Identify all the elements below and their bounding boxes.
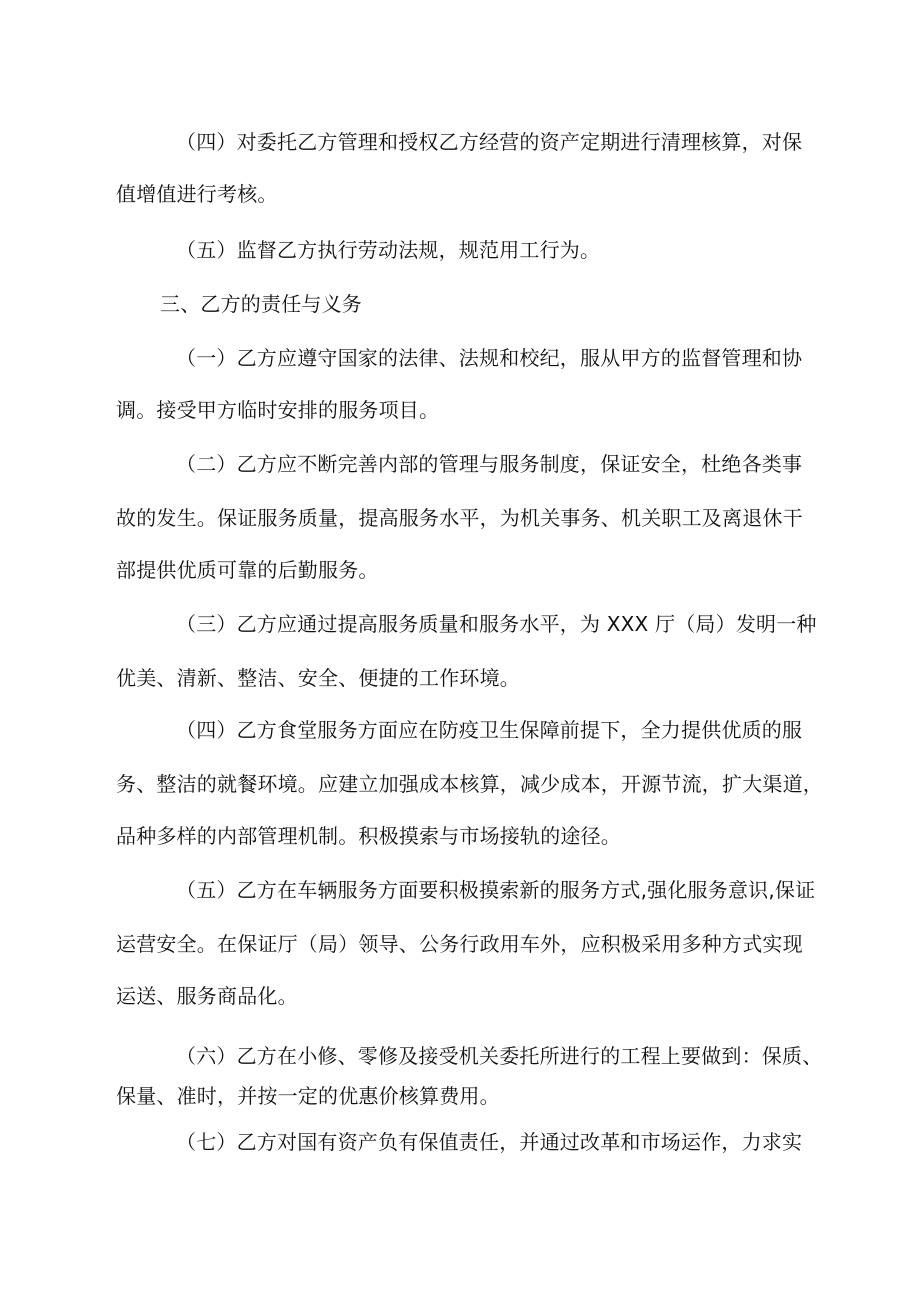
- paragraph-1-line-2: 值增值进行考核。: [116, 182, 278, 206]
- section-heading: 三、乙方的责任与义务: [160, 292, 362, 316]
- paragraph-7-line-2: 务、整洁的就餐环境。应建立加强成本核算，减少成本，开源节流，扩大渠道，: [116, 772, 823, 796]
- paragraph-6-line-2: 优美、清新、整洁、安全、便捷的工作环境。: [116, 666, 520, 690]
- paragraph-7-line-3: 品种多样的内部管理机制。积极摸索与市场接轨的途径。: [116, 824, 621, 848]
- paragraph-5-line-2: 故的发生。保证服务质量，提高服务水平，为机关事务、机关职工及离退休干: [116, 506, 803, 530]
- paragraph-9-line-1: （六）乙方在小修、零修及接受机关委托所进行的工程上要做到：保质、: [176, 1044, 823, 1068]
- paragraph-9-line-2: 保量、准时，并按一定的优惠价核算费用。: [116, 1084, 500, 1108]
- paragraph-8-line-3: 运送、服务商品化。: [116, 984, 298, 1008]
- paragraph-4-line-1: （一）乙方应遵守国家的法律、法规和校纪，服从甲方的监督管理和协: [176, 346, 803, 370]
- paragraph-5-line-3: 部提供优质可靠的后勤服务。: [116, 558, 379, 582]
- paragraph-5-line-1: （二）乙方应不断完善内部的管理与服务制度，保证安全，杜绝各类事: [176, 452, 803, 476]
- paragraph-4-line-2: 调。接受甲方临时安排的服务项目。: [116, 398, 440, 422]
- paragraph-8-line-2: 运营安全。在保证厅（局）领导、公务行政用车外，应积极采用多种方式实现: [116, 932, 803, 956]
- paragraph-6-line-1: （三）乙方应通过提高服务质量和服务水平，为 XXX 厅（局）发明一种: [176, 612, 817, 636]
- paragraph-1-line-1: （四）对委托乙方管理和授权乙方经营的资产定期进行清理核算，对保: [176, 130, 803, 154]
- paragraph-10-line-1: （七）乙方对国有资产负有保值责任，并通过改革和市场运作，力求实: [176, 1130, 803, 1154]
- paragraph-2-line-1: （五）监督乙方执行劳动法规，规范用工行为。: [176, 238, 601, 262]
- paragraph-7-line-1: （四）乙方食堂服务方面应在防疫卫生保障前提下，全力提供优质的服: [176, 718, 803, 742]
- paragraph-8-line-1: （五）乙方在车辆服务方面要积极摸索新的服务方式,强化服务意识,保证: [176, 878, 816, 902]
